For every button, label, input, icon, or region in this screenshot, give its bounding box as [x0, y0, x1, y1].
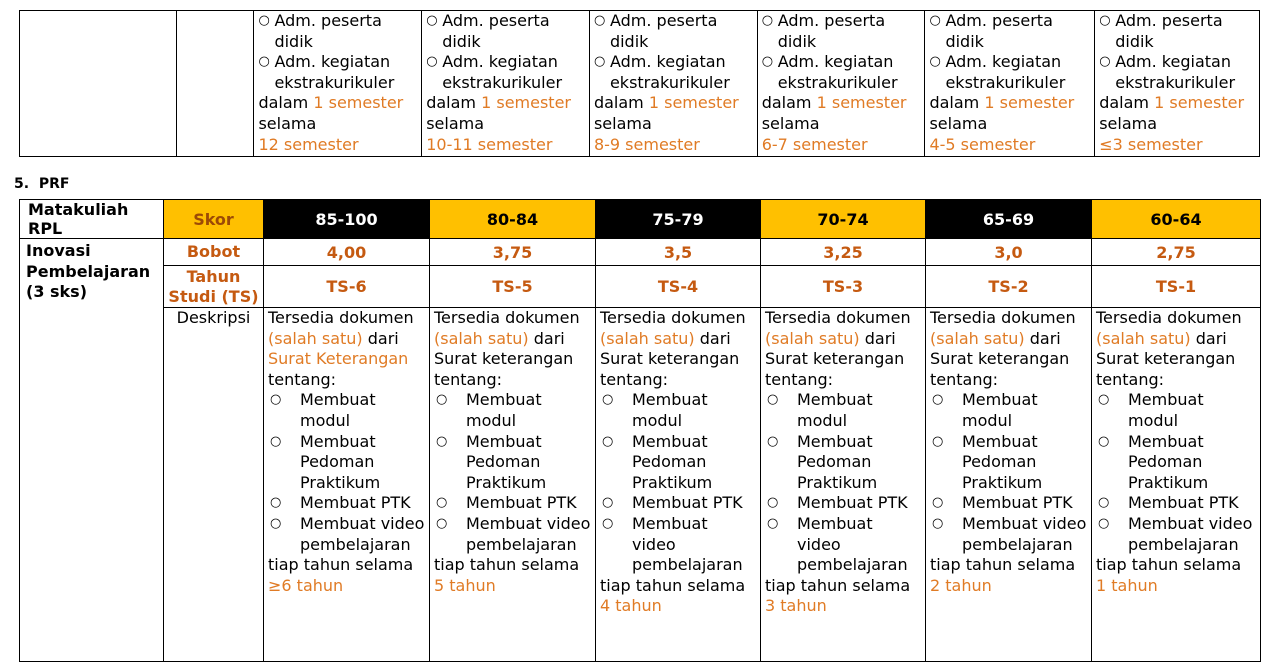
circle-bullet-icon: ○ — [436, 495, 448, 511]
bullet-text: Adm. kegiatan ekstrakurikuler — [442, 52, 563, 92]
skor-label: Skor — [164, 200, 264, 239]
duration-text — [929, 93, 1090, 155]
deskripsi-row — [20, 308, 1261, 662]
bullet-text: Adm. peserta didik — [609, 11, 718, 51]
circle-bullet-icon: ○ — [270, 433, 282, 449]
desc-text: tiap tahun selama — [1096, 555, 1242, 575]
desc-bullet-text: Membuat PTK — [797, 493, 908, 513]
duration-text — [594, 93, 753, 155]
ts-value: TS-3 — [761, 266, 926, 308]
bullet-text: Adm. kegiatan ekstrakurikuler — [945, 52, 1066, 92]
desc-bullet-text: Membuat video pembelajaran — [300, 513, 425, 554]
duration-range: 8-9 semester — [593, 134, 700, 154]
circle-bullet-icon: ○ — [932, 433, 944, 449]
desc-text: Tersedia dokumen — [268, 308, 414, 327]
desc-text: (salah satu) — [600, 328, 695, 348]
bobot-value: 3,0 — [926, 239, 1092, 266]
desc-bullet-item — [930, 432, 1087, 494]
duration-unit: 1 semester — [816, 93, 907, 113]
desc-outro — [600, 576, 756, 617]
ts-value: TS-4 — [596, 266, 761, 308]
duration-unit: 1 semester — [648, 93, 739, 113]
desc-outro — [434, 555, 591, 596]
desc-bullet-item — [268, 514, 425, 555]
bobot-value: 4,00 — [264, 239, 430, 266]
desc-bullet-text: Membuat PTK — [466, 493, 577, 513]
circle-bullet-icon: ○ — [602, 433, 614, 449]
circle-bullet-icon: ○ — [602, 495, 614, 511]
duration-mid: selama — [258, 113, 317, 133]
skor-value: 65-69 — [926, 200, 1092, 239]
circle-bullet-icon: ○ — [593, 13, 606, 28]
desc-bullet-text: Membuat Pedoman Praktikum — [632, 431, 713, 492]
desc-text: dari — [362, 328, 399, 348]
bullet-text: Adm. peserta didik — [442, 11, 550, 51]
bobot-value: 2,75 — [1092, 239, 1261, 266]
skor-value: 60-64 — [1092, 200, 1261, 239]
desc-outro — [1096, 555, 1256, 596]
desc-text: Tersedia dokumen — [434, 308, 580, 327]
desc-text: (salah satu) — [268, 328, 363, 348]
desc-bullet-text: Membuat video pembelajaran — [797, 513, 908, 575]
duration-mid: selama — [1099, 113, 1158, 133]
duration-text — [1099, 93, 1255, 155]
bobot-row — [20, 239, 1261, 266]
desc-text: Tersedia dokumen — [765, 308, 911, 327]
bullet-item — [762, 52, 921, 93]
circle-bullet-icon: ○ — [426, 13, 438, 28]
bullet-item — [762, 11, 921, 52]
duration-mid: selama — [761, 113, 820, 133]
circle-bullet-icon: ○ — [929, 13, 941, 28]
duration-mid: selama — [426, 113, 485, 133]
circle-bullet-icon: ○ — [1098, 495, 1110, 511]
desc-text: dari — [1024, 328, 1061, 348]
desc-bullet-text: Membuat modul — [300, 390, 376, 430]
desc-text: Surat keterangan — [765, 349, 905, 369]
desc-bullet-text: Membuat video pembelajaran — [1128, 513, 1253, 554]
bullet-item — [258, 11, 417, 52]
desc-text: Surat Keterangan — [268, 349, 409, 369]
desc-text: tentang: — [765, 369, 834, 389]
desc-bullet-item — [600, 390, 756, 431]
circle-bullet-icon: ○ — [1098, 433, 1110, 449]
desc-bullet-item — [600, 514, 756, 576]
duration-prefix: dalam — [761, 93, 817, 113]
desc-bullet-text: Membuat modul — [962, 390, 1038, 430]
ts-value: TS-5 — [430, 266, 596, 308]
duration-range: 10-11 semester — [426, 134, 553, 154]
desc-duration: 2 tahun — [930, 575, 992, 595]
desc-text: dari — [528, 328, 565, 348]
deskripsi-cell — [761, 308, 926, 662]
duration-unit: 1 semester — [1154, 93, 1245, 113]
desc-text: tentang: — [268, 369, 337, 389]
desc-bullet-item — [930, 514, 1087, 555]
duration-prefix: dalam — [593, 93, 649, 113]
desc-text: tiap tahun selama — [600, 575, 746, 595]
duration-text — [426, 93, 585, 155]
desc-bullet-item — [434, 514, 591, 555]
deskripsi-cell — [926, 308, 1092, 662]
ts-value: TS-1 — [1092, 266, 1261, 308]
desc-text: tentang: — [930, 369, 999, 389]
bullet-text: Adm. peserta didik — [274, 11, 382, 51]
desc-text: tiap tahun selama — [765, 575, 911, 595]
desc-bullet-item — [765, 390, 921, 431]
desc-duration: 1 tahun — [1096, 575, 1158, 595]
deskripsi-cell — [264, 308, 430, 662]
skor-value: 85-100 — [264, 200, 430, 239]
bullet-item — [594, 11, 753, 52]
circle-bullet-icon: ○ — [258, 13, 270, 28]
desc-text: dari — [859, 328, 896, 348]
desc-bullet-text: Membuat modul — [466, 390, 542, 430]
skor-value: 70-74 — [761, 200, 926, 239]
desc-bullet-item — [434, 493, 591, 514]
desc-bullet-text: Membuat PTK — [962, 493, 1073, 513]
ts-label: Tahun Studi (TS) — [164, 266, 264, 308]
bullet-item — [426, 52, 585, 93]
circle-bullet-icon: ○ — [602, 515, 614, 531]
desc-bullet-item — [434, 432, 591, 494]
empty-cell — [176, 11, 254, 157]
desc-text: (salah satu) — [434, 328, 529, 348]
circle-bullet-icon: ○ — [929, 54, 941, 70]
desc-text: Surat keterangan — [1096, 349, 1236, 369]
circle-bullet-icon: ○ — [767, 392, 779, 408]
top-cell — [757, 11, 925, 157]
desc-text: Tersedia dokumen — [600, 308, 746, 327]
duration-unit: 1 semester — [313, 93, 404, 113]
bullet-item — [929, 52, 1090, 93]
desc-text: tentang: — [1096, 369, 1165, 389]
desc-outro — [765, 576, 921, 617]
circle-bullet-icon: ○ — [1098, 515, 1110, 531]
duration-prefix: dalam — [258, 93, 314, 113]
circle-bullet-icon: ○ — [1098, 392, 1110, 408]
duration-text — [258, 93, 417, 155]
ts-row — [20, 266, 1261, 308]
desc-text: (salah satu) — [765, 328, 860, 348]
bobot-label: Bobot — [164, 239, 264, 266]
duration-range: 12 semester — [258, 134, 359, 154]
circle-bullet-icon: ○ — [436, 433, 448, 449]
circle-bullet-icon: ○ — [436, 515, 448, 531]
circle-bullet-icon: ○ — [593, 54, 606, 70]
bullet-item — [258, 52, 417, 93]
skor-value: 80-84 — [430, 200, 596, 239]
ts-value: TS-6 — [264, 266, 430, 308]
matakuliah-label: Matakuliah RPL — [20, 200, 164, 239]
desc-duration: 5 tahun — [434, 575, 496, 595]
deskripsi-cell — [1092, 308, 1261, 662]
desc-bullet-text: Membuat modul — [632, 390, 708, 430]
circle-bullet-icon: ○ — [932, 392, 944, 408]
desc-bullet-item — [765, 493, 921, 514]
desc-bullet-item — [1096, 514, 1256, 555]
top-cell — [1095, 11, 1260, 157]
deskripsi-label: Deskripsi — [164, 308, 264, 662]
ts-value: TS-2 — [926, 266, 1092, 308]
desc-bullet-item — [1096, 390, 1256, 431]
circle-bullet-icon: ○ — [270, 392, 282, 408]
desc-bullet-item — [268, 432, 425, 494]
desc-bullet-text: Membuat video pembelajaran — [962, 513, 1087, 554]
duration-mid: selama — [929, 113, 988, 133]
desc-text: Tersedia dokumen — [1096, 308, 1242, 327]
score-header-row — [20, 200, 1261, 239]
desc-text: dari — [1190, 328, 1227, 348]
desc-text: tentang: — [600, 369, 669, 389]
desc-text: Surat keterangan — [600, 349, 740, 369]
bullet-item — [929, 11, 1090, 52]
desc-bullet-text: Membuat Pedoman Praktikum — [466, 431, 547, 492]
desc-bullet-item — [1096, 432, 1256, 494]
desc-intro — [930, 308, 1087, 390]
circle-bullet-icon: ○ — [1099, 13, 1111, 28]
duration-unit: 1 semester — [481, 93, 571, 113]
bullet-text: Adm. peserta didik — [1115, 11, 1223, 51]
desc-text: dari — [694, 328, 731, 348]
empty-cell — [20, 11, 177, 157]
desc-intro — [434, 308, 591, 390]
desc-bullet-text: Membuat Pedoman Praktikum — [300, 431, 381, 492]
deskripsi-cell — [430, 308, 596, 662]
desc-bullet-text: Membuat PTK — [1128, 493, 1239, 513]
skor-value: 75-79 — [596, 200, 761, 239]
bullet-text: Adm. peserta didik — [777, 11, 886, 51]
duration-unit: 1 semester — [984, 93, 1075, 113]
bullet-text: Adm. peserta didik — [945, 11, 1053, 51]
circle-bullet-icon: ○ — [767, 433, 779, 449]
bullet-text: Adm. kegiatan ekstrakurikuler — [609, 52, 730, 92]
desc-bullet-text: Membuat video pembelajaran — [466, 513, 591, 554]
desc-intro — [268, 308, 425, 390]
desc-bullet-item — [930, 493, 1087, 514]
desc-intro — [765, 308, 921, 390]
desc-text: tiap tahun selama — [930, 555, 1076, 575]
top-cell — [254, 11, 422, 157]
desc-text: (salah satu) — [1096, 328, 1191, 348]
circle-bullet-icon: ○ — [1099, 54, 1111, 70]
desc-outro — [930, 555, 1087, 596]
circle-bullet-icon: ○ — [932, 495, 944, 511]
top-cell — [925, 11, 1095, 157]
desc-intro — [600, 308, 756, 390]
desc-bullet-text: Membuat Pedoman Praktikum — [1128, 431, 1209, 492]
desc-bullet-item — [930, 390, 1087, 431]
circle-bullet-icon: ○ — [761, 13, 774, 28]
section-heading — [14, 176, 69, 192]
desc-text: Surat keterangan — [930, 349, 1070, 369]
desc-text: tiap tahun selama — [434, 555, 580, 575]
bullet-item — [1099, 52, 1255, 93]
bobot-value: 3,25 — [761, 239, 926, 266]
circle-bullet-icon: ○ — [767, 495, 779, 511]
desc-bullet-item — [765, 432, 921, 494]
duration-prefix: dalam — [426, 93, 482, 113]
duration-prefix: dalam — [1099, 93, 1155, 113]
bullet-item — [594, 52, 753, 93]
course-name: Inovasi Pembelajaran (3 sks) — [20, 239, 164, 662]
desc-bullet-item — [600, 432, 756, 494]
circle-bullet-icon: ○ — [258, 54, 270, 70]
duration-range: 4-5 semester — [929, 134, 1036, 154]
circle-bullet-icon: ○ — [426, 54, 438, 70]
duration-range: ≤3 semester — [1099, 134, 1203, 154]
bobot-value: 3,75 — [430, 239, 596, 266]
desc-duration: 3 tahun — [765, 596, 827, 616]
desc-bullet-text: Membuat video pembelajaran — [632, 513, 743, 575]
section-number: 5. — [14, 176, 30, 192]
bullet-item — [426, 11, 585, 52]
desc-duration: 4 tahun — [600, 596, 662, 616]
duration-range: 6-7 semester — [761, 134, 868, 154]
bullet-text: Adm. kegiatan ekstrakurikuler — [777, 52, 898, 92]
desc-bullet-item — [268, 390, 425, 431]
circle-bullet-icon: ○ — [270, 495, 282, 511]
bullet-item — [1099, 11, 1255, 52]
desc-bullet-text: Membuat PTK — [300, 493, 411, 513]
desc-bullet-text: Membuat modul — [797, 390, 873, 430]
desc-text: Tersedia dokumen — [930, 308, 1076, 327]
top-continuation-table — [19, 10, 1260, 157]
bobot-value: 3,5 — [596, 239, 761, 266]
top-cell — [422, 11, 590, 157]
top-cell — [589, 11, 757, 157]
circle-bullet-icon: ○ — [602, 392, 614, 408]
desc-bullet-text: Membuat Pedoman Praktikum — [797, 431, 878, 492]
desc-outro — [268, 555, 425, 596]
prf-rubric-table — [19, 199, 1261, 662]
desc-text: (salah satu) — [930, 328, 1025, 348]
desc-bullet-item — [268, 493, 425, 514]
desc-text: tiap tahun selama — [268, 555, 414, 575]
desc-text: Surat keterangan — [434, 349, 574, 369]
desc-bullet-item — [434, 390, 591, 431]
desc-bullet-item — [765, 514, 921, 576]
section-title: PRF — [38, 176, 70, 192]
desc-bullet-item — [600, 493, 756, 514]
duration-mid: selama — [593, 113, 652, 133]
desc-bullet-text: Membuat PTK — [632, 493, 743, 513]
bullet-text: Adm. kegiatan ekstrakurikuler — [274, 52, 395, 92]
desc-duration: ≥6 tahun — [268, 575, 344, 595]
circle-bullet-icon: ○ — [932, 515, 944, 531]
duration-prefix: dalam — [929, 93, 985, 113]
circle-bullet-icon: ○ — [767, 515, 779, 531]
desc-bullet-item — [1096, 493, 1256, 514]
bullet-text: Adm. kegiatan ekstrakurikuler — [1115, 52, 1236, 92]
duration-text — [762, 93, 921, 155]
deskripsi-cell — [596, 308, 761, 662]
desc-bullet-text: Membuat Pedoman Praktikum — [962, 431, 1043, 492]
desc-text: tentang: — [434, 369, 503, 389]
circle-bullet-icon: ○ — [436, 392, 448, 408]
circle-bullet-icon: ○ — [270, 515, 282, 531]
circle-bullet-icon: ○ — [761, 54, 774, 70]
desc-intro — [1096, 308, 1256, 390]
desc-bullet-text: Membuat modul — [1128, 390, 1204, 430]
